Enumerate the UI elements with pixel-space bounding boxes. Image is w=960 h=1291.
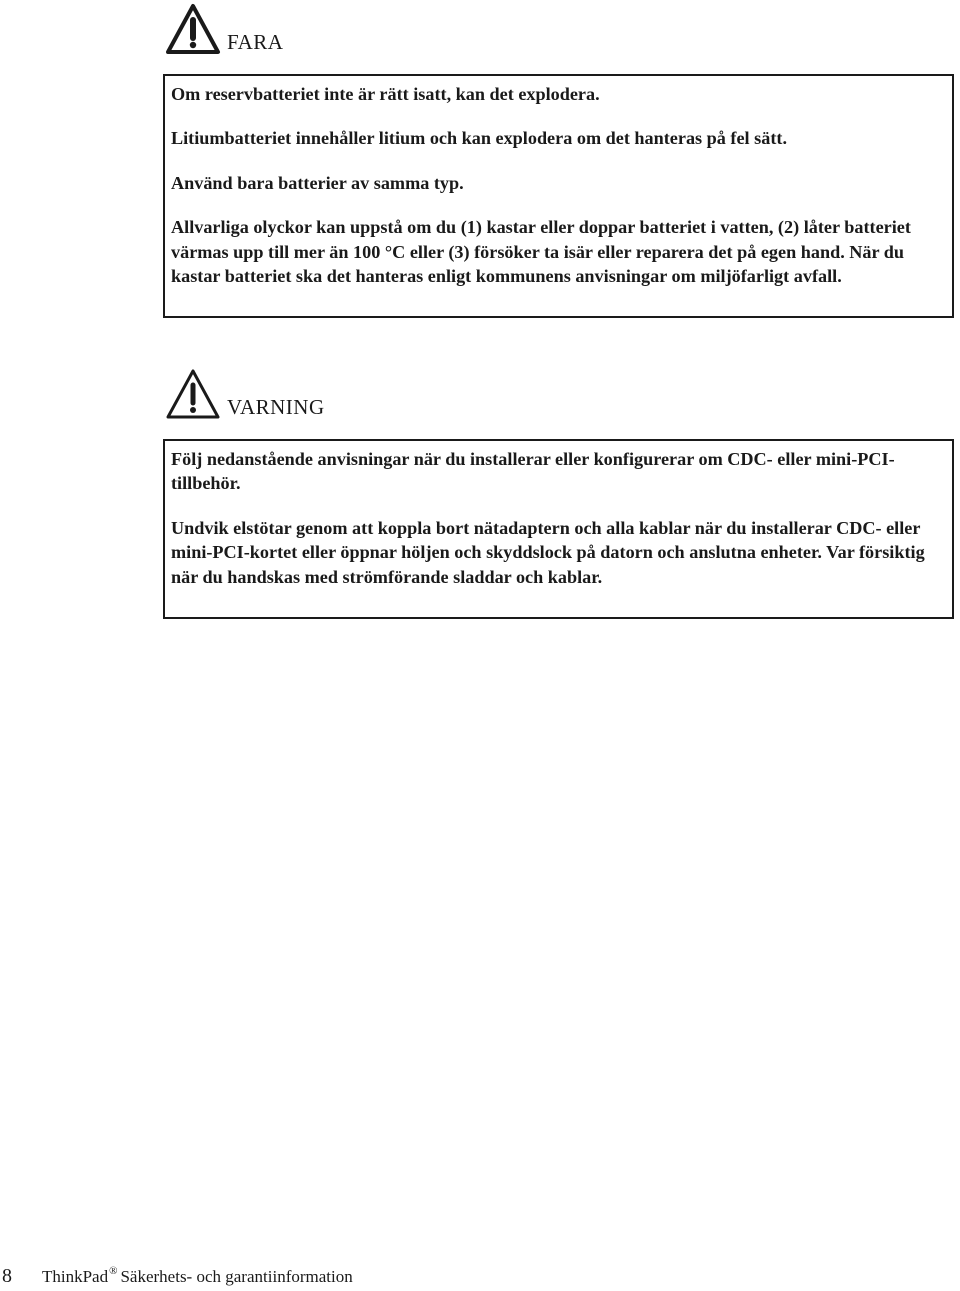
book-title: Säkerhets- och garantiinformation [120,1267,353,1286]
caution-notice-box [163,439,954,619]
caution-header [165,368,325,420]
registered-mark: ® [109,1265,118,1277]
warning-triangle-icon [165,368,221,420]
danger-title: FARA [227,30,284,54]
warning-triangle-icon [165,3,221,55]
danger-paragraph: Använd bara batterier av samma typ. [171,172,464,193]
danger-paragraph: Litiumbatteriet innehåller litium och kan explodera om det hanteras på fel sätt. [171,128,787,149]
page-footer [0,1265,960,1289]
page-number: 8 [2,1265,12,1287]
danger-notice-box [163,74,954,318]
danger-paragraph: Allvarliga olyckor kan uppstå om du (1) kastar eller doppar batteriet i vatten, (2) låter batteriet värmas upp till mer än 100 °C eller (3) försöker ta isär eller reparera det på egen hand. När du kastar batteriet ska det hanteras enligt kommunens anvisningar om miljöfarligt avfall. [171,217,911,287]
danger-header [165,3,283,55]
footer-title [42,1267,353,1287]
caution-paragraph: Följ nedanstående anvisningar när du installerar eller konfigurerar om CDC- eller mini-PCI-tillbehör. [171,449,895,494]
caution-title: VARNING [227,395,325,419]
caution-paragraph: Undvik elstötar genom att koppla bort nätadaptern och alla kablar när du installerar CDC- eller mini-PCI-kortet eller öppnar höljen och skyddslock på datorn och anslutna enheter. Var försiktig när du handskas med strömförande sladdar och kablar. [171,517,925,587]
product-name: ThinkPad [42,1267,109,1286]
danger-paragraph: Om reservbatteriet inte är rätt isatt, kan det explodera. [171,84,600,104]
